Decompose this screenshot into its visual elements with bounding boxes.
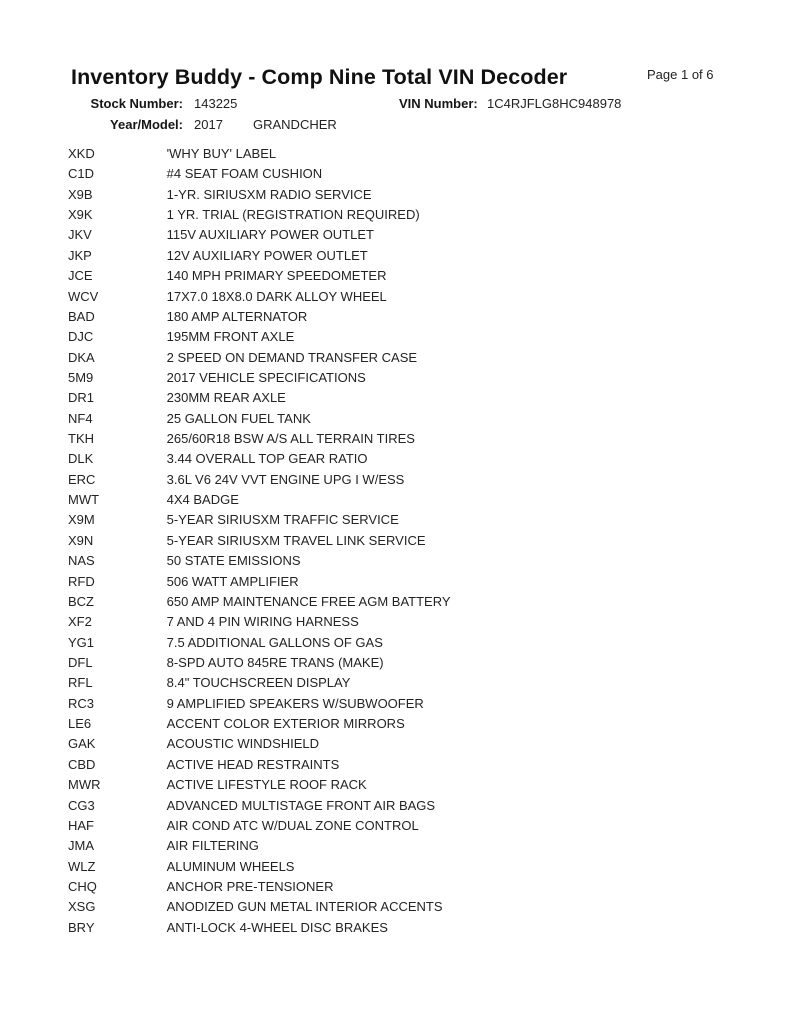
option-row xyxy=(68,653,791,673)
option-code: JKP xyxy=(68,247,92,263)
stock-number-label: Stock Number: xyxy=(90,96,183,111)
option-description: #4 SEAT FOAM CUSHION xyxy=(166,166,323,182)
option-code: DFL xyxy=(68,654,93,670)
option-description: 3.6L V6 24V VVT ENGINE UPG I W/ESS xyxy=(166,471,405,487)
option-description: 12V AUXILIARY POWER OUTLET xyxy=(166,247,368,263)
option-description: ALUMINUM WHEELS xyxy=(166,858,295,874)
stock-number-value: 143225 xyxy=(194,96,238,111)
option-row xyxy=(68,897,791,917)
option-description: 3.44 OVERALL TOP GEAR RATIO xyxy=(166,451,368,467)
option-code: JKV xyxy=(68,227,92,243)
option-row xyxy=(68,816,791,836)
option-description: 4X4 BADGE xyxy=(166,492,239,508)
option-description: 2 SPEED ON DEMAND TRANSFER CASE xyxy=(166,349,418,365)
option-row xyxy=(68,877,791,897)
option-code: CHQ xyxy=(68,878,97,894)
option-code: BAD xyxy=(68,308,95,324)
option-description: ACTIVE LIFESTYLE ROOF RACK xyxy=(166,777,367,793)
option-description: 1 YR. TRIAL (REGISTRATION REQUIRED) xyxy=(166,207,420,223)
options-list xyxy=(68,144,791,938)
option-description: 506 WATT AMPLIFIER xyxy=(166,573,299,589)
option-row xyxy=(68,449,791,469)
option-code: HAF xyxy=(68,817,94,833)
option-row xyxy=(68,694,791,714)
option-description: 9 AMPLIFIED SPEAKERS W/SUBWOOFER xyxy=(166,695,424,711)
option-description: 5-YEAR SIRIUSXM TRAFFIC SERVICE xyxy=(166,512,399,528)
option-description: 140 MPH PRIMARY SPEEDOMETER xyxy=(166,268,387,284)
option-description: ACOUSTIC WINDSHIELD xyxy=(166,736,320,752)
option-description: AIR FILTERING xyxy=(166,838,259,854)
option-row xyxy=(68,633,791,653)
vin-number-value: 1C4RJFLG8HC948978 xyxy=(487,96,622,111)
option-code: TKH xyxy=(68,431,94,447)
option-code: MWR xyxy=(68,777,101,793)
option-description: 8.4" TOUCHSCREEN DISPLAY xyxy=(166,675,351,691)
option-description: 5-YEAR SIRIUSXM TRAVEL LINK SERVICE xyxy=(166,532,426,548)
option-row xyxy=(68,429,791,449)
option-code: CBD xyxy=(68,756,96,772)
option-row xyxy=(68,490,791,510)
option-row xyxy=(68,307,791,327)
option-row xyxy=(68,714,791,734)
option-code: JMA xyxy=(68,838,94,854)
option-description: ANTI-LOCK 4-WHEEL DISC BRAKES xyxy=(166,919,388,935)
option-code: X9B xyxy=(68,186,93,202)
option-description: 25 GALLON FUEL TANK xyxy=(166,410,311,426)
option-description: 8-SPD AUTO 845RE TRANS (MAKE) xyxy=(166,654,384,670)
option-code: DR1 xyxy=(68,390,95,406)
vin-number-label: VIN Number: xyxy=(399,96,478,111)
option-row xyxy=(68,348,791,368)
option-row xyxy=(68,287,791,307)
option-row xyxy=(68,755,791,775)
option-description: ADVANCED MULTISTAGE FRONT AIR BAGS xyxy=(166,797,436,813)
option-code: NF4 xyxy=(68,410,93,426)
option-row xyxy=(68,673,791,693)
option-description: 180 AMP ALTERNATOR xyxy=(166,308,308,324)
year-model-label: Year/Model: xyxy=(110,117,183,132)
option-description: AIR COND ATC W/DUAL ZONE CONTROL xyxy=(166,817,419,833)
option-code: CG3 xyxy=(68,797,95,813)
option-description: ANODIZED GUN METAL INTERIOR ACCENTS xyxy=(166,899,443,915)
option-code: LE6 xyxy=(68,716,92,732)
option-description: 7.5 ADDITIONAL GALLONS OF GAS xyxy=(166,634,383,650)
option-row xyxy=(68,612,791,632)
option-row xyxy=(68,205,791,225)
option-row xyxy=(68,144,791,164)
option-row xyxy=(68,388,791,408)
option-description: 265/60R18 BSW A/S ALL TERRAIN TIRES xyxy=(166,431,415,447)
option-code: X9N xyxy=(68,532,94,548)
option-row xyxy=(68,551,791,571)
option-row xyxy=(68,266,791,286)
option-description: 115V AUXILIARY POWER OUTLET xyxy=(166,227,374,243)
option-description: ACCENT COLOR EXTERIOR MIRRORS xyxy=(166,716,405,732)
option-code: BRY xyxy=(68,919,95,935)
option-description: 230MM REAR AXLE xyxy=(166,390,286,406)
option-code: C1D xyxy=(68,166,95,182)
option-description: ANCHOR PRE-TENSIONER xyxy=(166,878,334,894)
option-description: 2017 VEHICLE SPECIFICATIONS xyxy=(166,369,366,385)
option-description: 'WHY BUY' LABEL xyxy=(166,146,277,161)
option-code: RC3 xyxy=(68,695,95,711)
option-code: WLZ xyxy=(68,858,96,874)
option-row xyxy=(68,470,791,490)
option-code: RFL xyxy=(68,675,93,691)
option-code: DKA xyxy=(68,349,95,365)
option-code: MWT xyxy=(68,492,100,508)
option-row xyxy=(68,775,791,795)
option-description: 50 STATE EMISSIONS xyxy=(166,553,301,569)
option-row xyxy=(68,327,791,347)
option-code: RFD xyxy=(68,573,95,589)
option-row xyxy=(68,164,791,184)
option-row xyxy=(68,225,791,245)
option-code: ERC xyxy=(68,471,96,487)
option-code: XKD xyxy=(68,146,95,161)
option-code: GAK xyxy=(68,736,96,752)
option-code: YG1 xyxy=(68,634,95,650)
option-row xyxy=(68,857,791,877)
year-value: 2017 xyxy=(194,117,223,132)
option-row xyxy=(68,836,791,856)
option-row xyxy=(68,510,791,530)
option-row xyxy=(68,185,791,205)
option-description: 650 AMP MAINTENANCE FREE AGM BATTERY xyxy=(166,593,451,609)
option-code: DLK xyxy=(68,451,94,467)
option-row xyxy=(68,918,791,938)
option-description: 17X7.0 18X8.0 DARK ALLOY WHEEL xyxy=(166,288,387,304)
option-code: XF2 xyxy=(68,614,92,630)
option-code: DJC xyxy=(68,329,94,345)
option-row xyxy=(68,531,791,551)
page-title: Inventory Buddy - Comp Nine Total VIN Decoder xyxy=(71,65,568,89)
option-description: 1-YR. SIRIUSXM RADIO SERVICE xyxy=(166,186,372,202)
option-code: JCE xyxy=(68,268,93,284)
page-number: Page 1 of 6 xyxy=(647,67,714,82)
option-row xyxy=(68,246,791,266)
option-row xyxy=(68,734,791,754)
option-code: XSG xyxy=(68,899,96,915)
option-code: X9K xyxy=(68,207,93,223)
option-code: WCV xyxy=(68,288,99,304)
option-code: BCZ xyxy=(68,593,94,609)
option-code: X9M xyxy=(68,512,95,528)
model-value: GRANDCHER xyxy=(253,117,337,132)
option-row xyxy=(68,409,791,429)
option-description: ACTIVE HEAD RESTRAINTS xyxy=(166,756,340,772)
option-row xyxy=(68,592,791,612)
option-code: NAS xyxy=(68,553,95,569)
option-row xyxy=(68,572,791,592)
option-description: 7 AND 4 PIN WIRING HARNESS xyxy=(166,614,359,630)
option-description: 195MM FRONT AXLE xyxy=(166,329,295,345)
option-row xyxy=(68,796,791,816)
option-row xyxy=(68,368,791,388)
option-code: 5M9 xyxy=(68,369,94,385)
